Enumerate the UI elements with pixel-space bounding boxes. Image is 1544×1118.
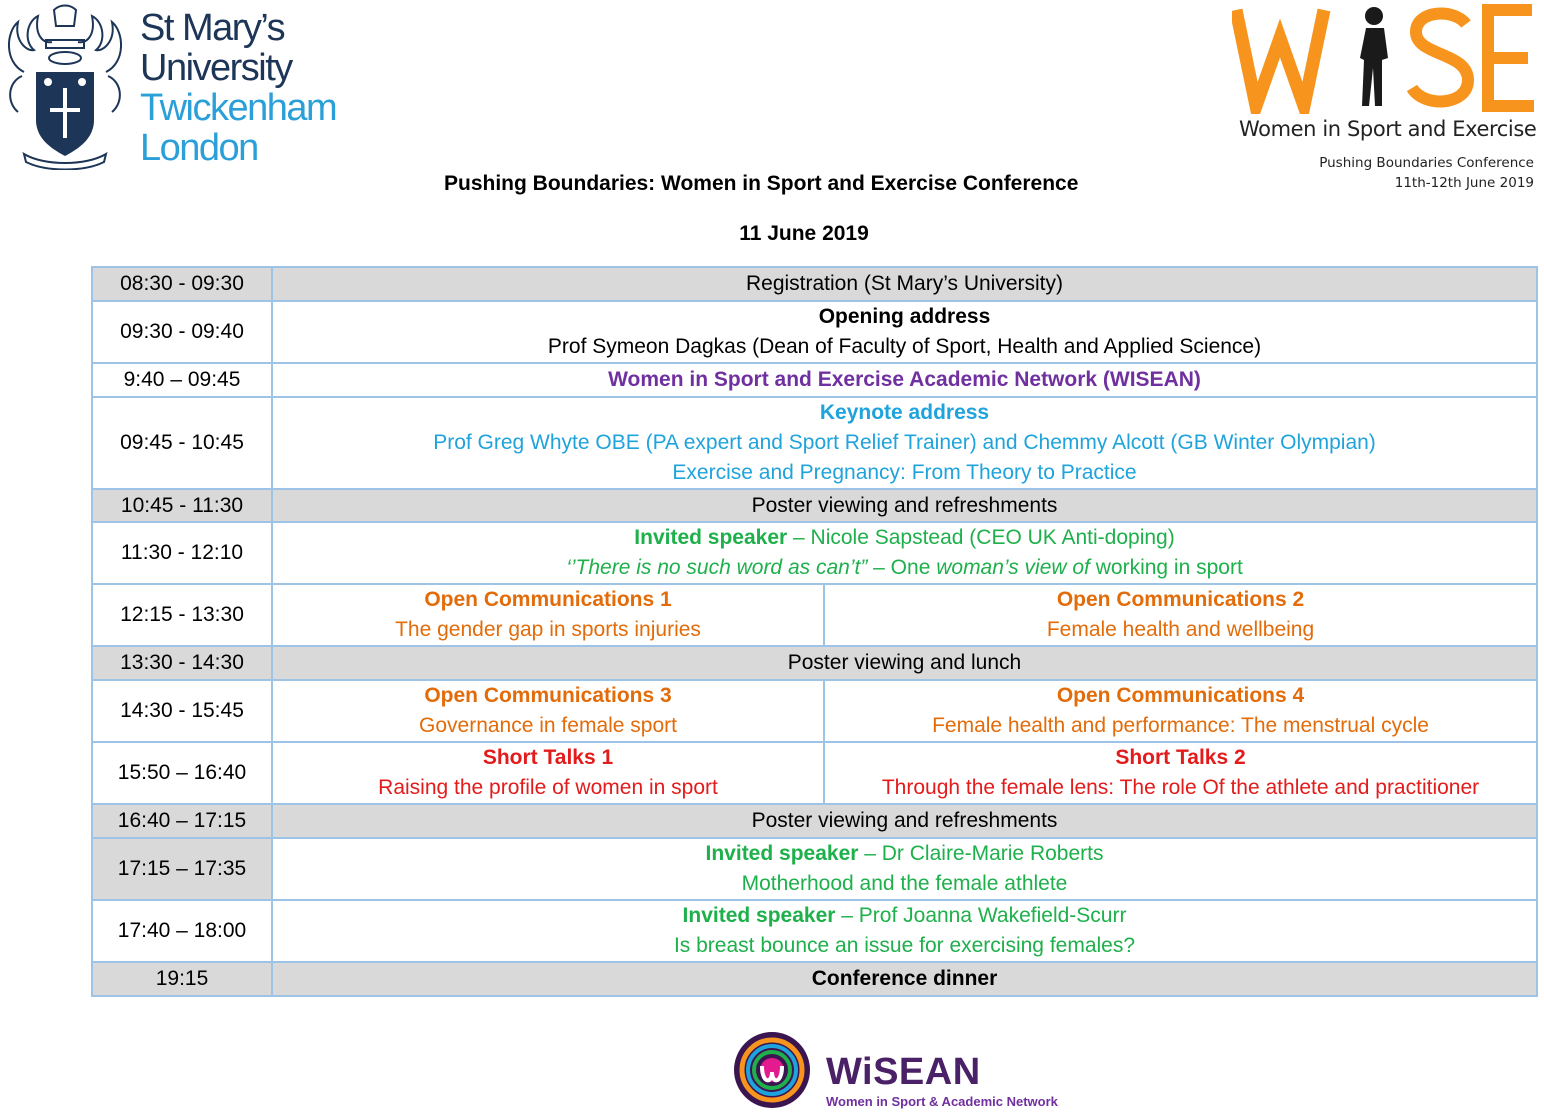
session-cell: [272, 301, 1537, 363]
smu-name-line4: London: [140, 127, 258, 169]
wise-conference-dates: 11th-12th June 2019: [1394, 175, 1534, 191]
session-cell: [272, 522, 1537, 584]
talk-quote: ‘’There is no such word as can’t”: [566, 556, 868, 579]
wise-conference-name: Pushing Boundaries Conference: [1319, 155, 1534, 171]
smu-name-line1: St Mary’s: [140, 7, 285, 49]
time-cell: 11:30 - 12:10: [92, 522, 272, 584]
smu-name-line3: Twickenham: [140, 87, 337, 129]
keynote-heading: Keynote address: [819, 401, 990, 424]
session-cell-right: [824, 680, 1537, 742]
session-heading: Open Communications 2: [1056, 588, 1305, 611]
session-heading: Open Communications 3: [424, 684, 672, 707]
talk-title: Motherhood and the female athlete: [741, 872, 1068, 895]
table-row: [92, 489, 1537, 522]
keynote-speakers: Prof Greg Whyte OBE (PA expert and Sport Relief Trainer) and Chemmy Alcott (GB Winter Olympian): [433, 431, 1376, 454]
table-row: [92, 301, 1537, 363]
time-cell: 08:30 - 09:30: [92, 267, 272, 301]
session-cell: [272, 838, 1537, 900]
table-row: [92, 522, 1537, 584]
time-cell: 09:30 - 09:40: [92, 301, 272, 363]
table-row: [92, 962, 1537, 996]
smu-crest-icon: [4, 2, 126, 170]
wisean-subtitle: Women in Sport & Academic Network: [826, 1094, 1058, 1109]
invited-label: Invited speaker: [705, 842, 859, 865]
schedule-table: [91, 266, 1538, 997]
wise-conference-note: [1319, 153, 1534, 193]
session-cell: Registration (St Mary’s University): [272, 267, 1537, 301]
session-cell: Conference dinner: [272, 962, 1537, 996]
time-cell: 9:40 – 09:45: [92, 363, 272, 397]
document-date: 11 June 2019: [739, 222, 869, 245]
wisean-wordmark: WiSEAN: [826, 1051, 981, 1093]
table-row: [92, 838, 1537, 900]
time-cell: 12:15 - 13:30: [92, 584, 272, 646]
session-detail: Raising the profile of women in sport: [378, 776, 718, 799]
time-cell: 19:15: [92, 962, 272, 996]
time-cell: 16:40 – 17:15: [92, 804, 272, 838]
session-heading: Short Talks 1: [482, 746, 614, 769]
session-detail: Female health and wellbeing: [1046, 618, 1315, 641]
session-cell: [272, 397, 1537, 489]
document-title: Pushing Boundaries: Women in Sport and Exercise Conference: [444, 172, 1079, 195]
session-cell: Poster viewing and refreshments: [272, 489, 1537, 522]
session-heading: Open Communications 1: [424, 588, 672, 611]
time-cell: 13:30 - 14:30: [92, 646, 272, 680]
time-cell: 17:40 – 18:00: [92, 900, 272, 962]
wise-wordmark-icon: [1232, 2, 1538, 114]
session-cell: Poster viewing and refreshments: [272, 804, 1537, 838]
smu-name-line2: University: [140, 47, 292, 89]
session-cell-right: [824, 742, 1537, 804]
session-cell-right: [824, 584, 1537, 646]
session-detail: Governance in female sport: [419, 714, 677, 737]
session-cell-left: [272, 742, 824, 804]
session-detail: Prof Symeon Dagkas (Dean of Faculty of Sport, Health and Applied Science): [547, 335, 1262, 358]
session-heading: Open Communications 4: [1056, 684, 1305, 707]
table-row: [92, 267, 1537, 301]
session-cell-left: [272, 680, 824, 742]
time-cell: 15:50 – 16:40: [92, 742, 272, 804]
keynote-topic: Exercise and Pregnancy: From Theory to Practice: [672, 461, 1137, 484]
time-cell: 17:15 – 17:35: [92, 838, 272, 900]
table-row: [92, 397, 1537, 489]
table-row: [92, 680, 1537, 742]
session-detail: Female health and performance: The menstrual cycle: [932, 714, 1429, 737]
talk-title: Is breast bounce an issue for exercising females?: [673, 934, 1136, 957]
invited-label: Invited speaker: [682, 904, 836, 927]
wise-subtitle: Women in Sport and Exercise: [1239, 117, 1537, 141]
talk-title-part: – One: [867, 556, 937, 579]
session-cell: [272, 900, 1537, 962]
table-row: [92, 742, 1537, 804]
invited-speaker: – Dr Claire-Marie Roberts: [858, 842, 1104, 865]
table-row: [92, 900, 1537, 962]
talk-title-end: working in sport: [1089, 556, 1243, 579]
session-detail: Through the female lens: The role Of the athlete and practitioner: [881, 776, 1480, 799]
session-heading: Short Talks 2: [1115, 746, 1246, 769]
time-cell: 09:45 - 10:45: [92, 397, 272, 489]
smu-wordmark: [140, 8, 336, 168]
session-heading: Opening address: [818, 305, 991, 328]
invited-speaker: – Nicole Sapstead (CEO UK Anti-doping): [787, 526, 1175, 549]
table-row: [92, 804, 1537, 838]
invited-speaker: – Prof Joanna Wakefield-Scurr: [835, 904, 1127, 927]
table-row: [92, 363, 1537, 397]
session-cell-left: [272, 584, 824, 646]
time-cell: 10:45 - 11:30: [92, 489, 272, 522]
invited-label: Invited speaker: [634, 526, 788, 549]
session-cell: Poster viewing and lunch: [272, 646, 1537, 680]
table-row: [92, 584, 1537, 646]
table-row: [92, 646, 1537, 680]
session-detail: The gender gap in sports injuries: [395, 618, 701, 641]
talk-title-italic: woman’s view of: [936, 556, 1090, 579]
time-cell: 14:30 - 15:45: [92, 680, 272, 742]
wisean-mark-icon: [732, 1030, 812, 1110]
session-cell: Women in Sport and Exercise Academic Network (WISEAN): [272, 363, 1537, 397]
